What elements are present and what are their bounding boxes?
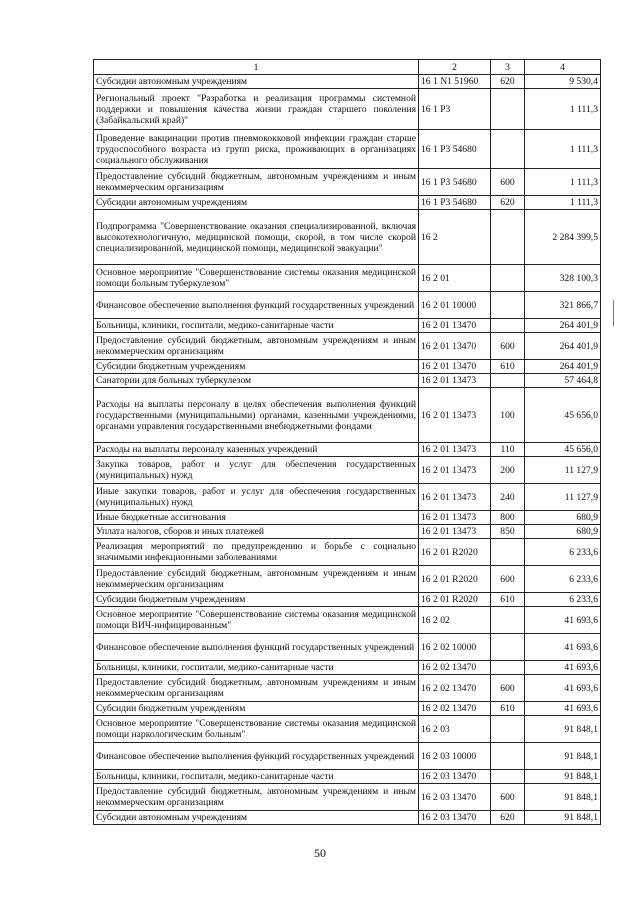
table-row — [94, 525, 601, 539]
row-code: 16 2 01 13470 — [419, 319, 491, 333]
row-name: Основное мероприятие "Совершенствование системы оказания медицинской помощи наркологическим больным" — [94, 716, 419, 743]
row-amount: 41 693,6 — [525, 661, 601, 675]
row-code: 16 2 03 13470 — [419, 770, 491, 784]
row-name: Предоставление субсидий бюджетным, автономным учреждениям и иным некоммерческим организациям — [94, 169, 419, 196]
row-code: 16 2 — [419, 210, 491, 265]
row-code: 16 2 01 13473 — [419, 457, 491, 484]
row-amount: 264 401,9 — [525, 319, 601, 333]
table-row — [94, 333, 601, 360]
table-row — [94, 634, 601, 661]
row-amount: 57 464,8 — [525, 374, 601, 388]
row-name: Больницы, клиники, госпитали, медико-санитарные части — [94, 770, 419, 784]
row-name: Финансовое обеспечение выполнения функций государственных учреждений — [94, 743, 419, 770]
header-col-4: 4 — [525, 60, 601, 75]
row-amount: 91 848,1 — [525, 743, 601, 770]
row-name: Предоставление субсидий бюджетным, автономным учреждениям и иным некоммерческим организациям — [94, 784, 419, 811]
row-amount: 45 656,0 — [525, 443, 601, 457]
row-type — [491, 89, 525, 130]
header-col-3: 3 — [491, 60, 525, 75]
row-amount: 91 848,1 — [525, 770, 601, 784]
row-name: Субсидии автономным учреждениям — [94, 811, 419, 825]
row-code: 16 2 01 13470 — [419, 360, 491, 374]
row-amount: 264 401,9 — [525, 333, 601, 360]
row-name: Больницы, клиники, госпитали, медико-санитарные части — [94, 661, 419, 675]
table-row — [94, 265, 601, 292]
table-row — [94, 661, 601, 675]
row-code: 16 1 N1 51960 — [419, 75, 491, 89]
row-name: Субсидии бюджетным учреждениям — [94, 702, 419, 716]
row-name: Субсидии бюджетным учреждениям — [94, 360, 419, 374]
table-row — [94, 511, 601, 525]
row-type: 200 — [491, 457, 525, 484]
row-code: 16 2 01 R2020 — [419, 566, 491, 593]
row-code: 16 2 02 13470 — [419, 675, 491, 702]
row-code: 16 2 01 — [419, 265, 491, 292]
row-type — [491, 634, 525, 661]
row-code: 16 2 01 R2020 — [419, 539, 491, 566]
row-name: Финансовое обеспечение выполнения функций государственных учреждений — [94, 292, 419, 319]
row-name: Закупка товаров, работ и услуг для обеспечения государственных (муниципальных) нужд — [94, 457, 419, 484]
row-code: 16 1 P3 — [419, 89, 491, 130]
table-row — [94, 675, 601, 702]
row-type — [491, 539, 525, 566]
row-type: 800 — [491, 511, 525, 525]
row-type: 600 — [491, 169, 525, 196]
row-name: Субсидии бюджетным учреждениям — [94, 593, 419, 607]
row-type — [491, 716, 525, 743]
row-amount: 91 848,1 — [525, 784, 601, 811]
row-name: Расходы на выплаты персоналу казенных учреждений — [94, 443, 419, 457]
table-row — [94, 374, 601, 388]
table-row — [94, 457, 601, 484]
row-type: 620 — [491, 811, 525, 825]
table-row — [94, 593, 601, 607]
table-row — [94, 75, 601, 89]
row-code: 16 2 01 13473 — [419, 443, 491, 457]
row-amount: 1 111,3 — [525, 169, 601, 196]
row-amount: 328 100,3 — [525, 265, 601, 292]
row-name: Предоставление субсидий бюджетным, автономным учреждениям и иным некоммерческим организациям — [94, 566, 419, 593]
row-amount: 11 127,9 — [525, 457, 601, 484]
row-type — [491, 292, 525, 319]
row-type: 600 — [491, 675, 525, 702]
header-col-2: 2 — [419, 60, 491, 75]
row-name: Основное мероприятие "Совершенствование системы оказания медицинской помощи ВИЧ-инфицированным" — [94, 607, 419, 634]
row-amount: 41 693,6 — [525, 607, 601, 634]
row-amount: 45 656,0 — [525, 388, 601, 443]
row-name: Санатории для больных туберкулезом — [94, 374, 419, 388]
row-code: 16 2 03 — [419, 716, 491, 743]
row-code: 16 2 02 10000 — [419, 634, 491, 661]
table-row — [94, 784, 601, 811]
table-row — [94, 607, 601, 634]
row-type: 620 — [491, 75, 525, 89]
row-code: 16 2 01 13473 — [419, 511, 491, 525]
table-row — [94, 770, 601, 784]
table-row — [94, 360, 601, 374]
row-name: Иные бюджетные ассигнования — [94, 511, 419, 525]
row-code: 16 2 01 13473 — [419, 388, 491, 443]
row-type — [491, 265, 525, 292]
table-row — [94, 811, 601, 825]
row-type — [491, 607, 525, 634]
row-amount: 1 111,3 — [525, 130, 601, 169]
row-code: 16 2 01 10000 — [419, 292, 491, 319]
row-type: 610 — [491, 702, 525, 716]
row-amount: 1 111,3 — [525, 196, 601, 210]
row-amount: 6 233,6 — [525, 566, 601, 593]
row-type — [491, 743, 525, 770]
table-row — [94, 716, 601, 743]
row-name: Больницы, клиники, госпитали, медико-санитарные части — [94, 319, 419, 333]
row-type: 620 — [491, 196, 525, 210]
row-code: 16 2 02 — [419, 607, 491, 634]
row-code: 16 2 01 R2020 — [419, 593, 491, 607]
table-row — [94, 319, 601, 333]
row-amount: 41 693,6 — [525, 634, 601, 661]
row-amount: 91 848,1 — [525, 716, 601, 743]
row-type: 600 — [491, 566, 525, 593]
row-code: 16 2 02 13470 — [419, 661, 491, 675]
row-amount: 1 111,3 — [525, 89, 601, 130]
row-name: Реализация мероприятий по предупреждению и борьбе с социально значимыми инфекционными заболеваниями — [94, 539, 419, 566]
row-code: 16 2 01 13470 — [419, 333, 491, 360]
row-type: 110 — [491, 443, 525, 457]
row-name: Иные закупки товаров, работ и услуг для обеспечения государственных (муниципальных) нужд — [94, 484, 419, 511]
row-code: 16 2 03 13470 — [419, 784, 491, 811]
row-type: 850 — [491, 525, 525, 539]
row-name: Предоставление субсидий бюджетным, автономным учреждениям и иным некоммерческим организациям — [94, 675, 419, 702]
row-type — [491, 319, 525, 333]
row-type: 600 — [491, 333, 525, 360]
row-name: Региональный проект "Разработка и реализация программы системной поддержки и повышения качества жизни граждан старшего поколения (Забайкальский край)" — [94, 89, 419, 130]
row-amount: 41 693,6 — [525, 702, 601, 716]
row-amount: 321 866,7 — [525, 292, 601, 319]
row-type: 600 — [491, 784, 525, 811]
row-code: 16 2 01 13473 — [419, 484, 491, 511]
row-amount: 2 284 399,5 — [525, 210, 601, 265]
table-row — [94, 210, 601, 265]
table-row — [94, 169, 601, 196]
row-name: Субсидии автономным учреждениям — [94, 196, 419, 210]
row-amount: 11 127,9 — [525, 484, 601, 511]
table-row — [94, 130, 601, 169]
row-name: Основное мероприятие "Совершенствование системы оказания медицинской помощи больным туберкулезом" — [94, 265, 419, 292]
row-name: Финансовое обеспечение выполнения функций государственных учреждений — [94, 634, 419, 661]
row-type — [491, 661, 525, 675]
row-amount: 41 693,6 — [525, 675, 601, 702]
row-type — [491, 374, 525, 388]
row-type: 100 — [491, 388, 525, 443]
table-row — [94, 743, 601, 770]
table-row — [94, 292, 601, 319]
row-type — [491, 130, 525, 169]
row-name: Проведение вакцинации против пневмококковой инфекции граждан старше трудоспособного возраста из групп риска, проживающих в организациях социального обслуживания — [94, 130, 419, 169]
row-code: 16 2 03 10000 — [419, 743, 491, 770]
table-row — [94, 89, 601, 130]
row-type — [491, 770, 525, 784]
header-row — [94, 60, 601, 75]
row-code: 16 2 01 13473 — [419, 374, 491, 388]
row-amount: 680,9 — [525, 525, 601, 539]
table-row — [94, 566, 601, 593]
row-amount: 264 401,9 — [525, 360, 601, 374]
row-type: 610 — [491, 593, 525, 607]
row-code: 16 2 03 13470 — [419, 811, 491, 825]
row-amount: 9 530,4 — [525, 75, 601, 89]
row-type: 240 — [491, 484, 525, 511]
row-name: Расходы на выплаты персоналу в целях обеспечения выполнения функций государственными (муниципальными) органами, казенными учреждениями, органами управления государственными внебюджетными фондами — [94, 388, 419, 443]
row-code: 16 1 P3 54680 — [419, 130, 491, 169]
margin-mark — [613, 300, 614, 326]
row-amount: 680,9 — [525, 511, 601, 525]
row-code: 16 1 P3 54680 — [419, 196, 491, 210]
table-row — [94, 484, 601, 511]
budget-table — [93, 59, 601, 825]
row-code: 16 2 01 13473 — [419, 525, 491, 539]
row-name: Субсидии автономным учреждениям — [94, 75, 419, 89]
row-code: 16 2 02 13470 — [419, 702, 491, 716]
row-code: 16 1 P3 54680 — [419, 169, 491, 196]
row-type: 610 — [491, 360, 525, 374]
row-type — [491, 210, 525, 265]
row-amount: 6 233,6 — [525, 539, 601, 566]
table-row — [94, 702, 601, 716]
row-amount: 91 848,1 — [525, 811, 601, 825]
table-row — [94, 388, 601, 443]
page-number: 50 — [314, 846, 326, 860]
row-name: Уплата налогов, сборов и иных платежей — [94, 525, 419, 539]
table-row — [94, 196, 601, 210]
row-amount: 6 233,6 — [525, 593, 601, 607]
row-name: Предоставление субсидий бюджетным, автономным учреждениям и иным некоммерческим организациям — [94, 333, 419, 360]
table-row — [94, 539, 601, 566]
header-col-1: 1 — [94, 60, 419, 75]
table-row — [94, 443, 601, 457]
row-name: Подпрограмма "Совершенствование оказания специализированной, включая высокотехнологичную, медицинской помощи, скорой, в том числе скорой специализированной, медицинской помощи, медицинской эвакуации" — [94, 210, 419, 265]
